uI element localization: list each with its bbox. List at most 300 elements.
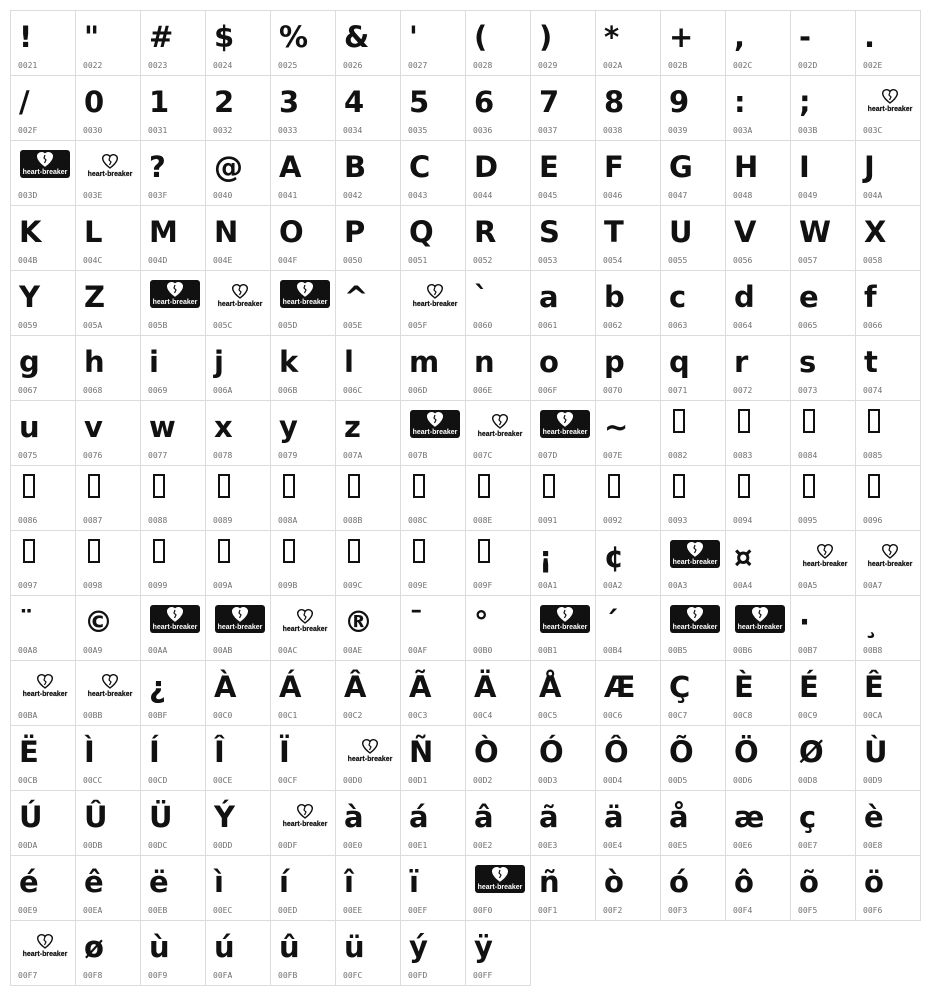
glyph-codepoint: 0049 [798, 191, 818, 200]
missing-glyph-box [543, 474, 555, 498]
glyph-cell [791, 661, 856, 726]
glyph-cell [76, 661, 141, 726]
glyph-codepoint: 00A1 [538, 581, 558, 590]
glyph-sample: x [214, 410, 233, 444]
glyph-cell [856, 596, 921, 661]
glyph-cell [76, 206, 141, 271]
glyph-codepoint: 00A7 [863, 581, 883, 590]
glyph-codepoint: 00E1 [408, 841, 428, 850]
glyph-codepoint: 00E9 [18, 906, 38, 915]
glyph-codepoint: 0069 [148, 386, 168, 395]
logo-text: heart-breaker [87, 171, 133, 178]
glyph-codepoint: 0052 [473, 256, 493, 265]
glyph-codepoint: 0078 [213, 451, 233, 460]
glyph-cell [336, 726, 401, 791]
glyph-codepoint: 00AB [213, 646, 233, 655]
glyph-cell [856, 141, 921, 206]
glyph-cell [76, 466, 141, 531]
glyph-codepoint: 0083 [733, 451, 753, 460]
glyph-codepoint: 0077 [148, 451, 168, 460]
glyph-codepoint: 005D [278, 321, 298, 330]
heart-breaker-logo-inverted [734, 604, 786, 634]
glyph-sample: $ [214, 20, 235, 54]
glyph-sample: + [669, 20, 694, 54]
glyph-cell [271, 856, 336, 921]
glyph-sample: e [799, 280, 819, 314]
glyph-cell [791, 531, 856, 596]
glyph-cell [856, 856, 921, 921]
missing-glyph-box [23, 474, 35, 498]
glyph-sample: " [84, 20, 100, 54]
glyph-codepoint: 0054 [603, 256, 623, 265]
glyph-codepoint: 0034 [343, 126, 363, 135]
glyph-codepoint: 0085 [863, 451, 883, 460]
glyph-cell [531, 661, 596, 726]
glyph-sample: ö [864, 865, 884, 899]
glyph-cell [141, 856, 206, 921]
glyph-codepoint: 004B [18, 256, 38, 265]
heart-breaker-logo [19, 931, 71, 961]
glyph-sample: ë [149, 865, 169, 899]
glyph-sample: ø [84, 930, 104, 964]
glyph-codepoint: 00C9 [798, 711, 818, 720]
glyph-cell [596, 466, 661, 531]
glyph-cell [726, 401, 791, 466]
glyph-codepoint: 00EB [148, 906, 168, 915]
glyph-cell [661, 531, 726, 596]
glyph-sample: Z [84, 280, 106, 314]
glyph-cell [596, 401, 661, 466]
glyph-codepoint: 00F0 [473, 906, 493, 915]
glyph-cell [596, 856, 661, 921]
heart-breaker-logo [799, 541, 851, 571]
glyph-codepoint: 005E [343, 321, 363, 330]
glyph-codepoint: 0098 [83, 581, 103, 590]
glyph-codepoint: 0046 [603, 191, 623, 200]
glyph-codepoint: 00A2 [603, 581, 623, 590]
glyph-cell [791, 401, 856, 466]
glyph-cell [336, 401, 401, 466]
glyph-sample: @ [214, 150, 243, 184]
glyph-codepoint: 00C2 [343, 711, 363, 720]
glyph-codepoint: 0053 [538, 256, 558, 265]
glyph-codepoint: 002A [603, 61, 623, 70]
glyph-codepoint: 009A [213, 581, 233, 590]
glyph-sample: 8 [604, 85, 625, 119]
glyph-cell [271, 921, 336, 986]
glyph-codepoint: 00FA [213, 971, 233, 980]
glyph-codepoint: 00C8 [733, 711, 753, 720]
glyph-cell [271, 141, 336, 206]
missing-glyph-box [868, 409, 880, 433]
logo-text: heart-breaker [477, 884, 523, 891]
logo-text: heart-breaker [672, 624, 718, 631]
glyph-sample: ® [344, 605, 373, 639]
glyph-sample: ¸ [864, 605, 879, 639]
glyph-codepoint: 0061 [538, 321, 558, 330]
glyph-cell [661, 11, 726, 76]
logo-text: heart-breaker [282, 821, 328, 828]
glyph-cell [206, 76, 271, 141]
heart-breaker-logo-inverted [669, 539, 721, 569]
glyph-codepoint: 00D3 [538, 776, 558, 785]
glyph-cell [726, 856, 791, 921]
glyph-cell [661, 401, 726, 466]
glyph-cell [596, 141, 661, 206]
glyph-cell [141, 271, 206, 336]
glyph-codepoint: 00C1 [278, 711, 298, 720]
logo-text: heart-breaker [412, 301, 458, 308]
glyph-sample: 1 [149, 85, 170, 119]
glyph-cell [401, 596, 466, 661]
glyph-codepoint: 003D [18, 191, 38, 200]
glyph-sample: ò [604, 865, 624, 899]
glyph-codepoint: 00B6 [733, 646, 753, 655]
glyph-cell [466, 206, 531, 271]
glyph-sample: ú [214, 930, 235, 964]
missing-glyph-box [478, 539, 490, 563]
missing-glyph-box [868, 474, 880, 498]
glyph-cell [76, 531, 141, 596]
glyph-codepoint: 0024 [213, 61, 233, 70]
glyph-cell [336, 596, 401, 661]
glyph-codepoint: 009C [343, 581, 363, 590]
missing-glyph-box [803, 474, 815, 498]
glyph-codepoint: 00FD [408, 971, 428, 980]
glyph-sample: j [214, 345, 224, 379]
glyph-codepoint: 0094 [733, 516, 753, 525]
glyph-sample: ? [149, 150, 166, 184]
glyph-sample: Û [84, 800, 108, 834]
glyph-cell [141, 11, 206, 76]
glyph-codepoint: 003A [733, 126, 753, 135]
glyph-codepoint: 00C3 [408, 711, 428, 720]
glyph-codepoint: 00E6 [733, 841, 753, 850]
glyph-cell [141, 596, 206, 661]
glyph-sample: l [344, 345, 354, 379]
heart-crack-icon [304, 807, 306, 815]
glyph-codepoint: 002E [863, 61, 883, 70]
glyph-sample: Ü [149, 800, 173, 834]
glyph-codepoint: 0056 [733, 256, 753, 265]
glyph-sample: à [344, 800, 364, 834]
glyph-codepoint: 009B [278, 581, 298, 590]
glyph-codepoint: 0028 [473, 61, 493, 70]
glyph-sample: - [799, 20, 812, 54]
glyph-cell [11, 11, 76, 76]
glyph-cell [726, 76, 791, 141]
glyph-codepoint: 00E5 [668, 841, 688, 850]
glyph-cell [336, 856, 401, 921]
glyph-codepoint: 00DB [83, 841, 103, 850]
glyph-codepoint: 0040 [213, 191, 233, 200]
glyph-cell [206, 11, 271, 76]
missing-glyph-box [283, 474, 295, 498]
glyph-sample: 9 [669, 85, 690, 119]
glyph-cell [791, 11, 856, 76]
glyph-cell [76, 791, 141, 856]
glyph-codepoint: 0096 [863, 516, 883, 525]
glyph-cell [791, 141, 856, 206]
glyph-cell [11, 206, 76, 271]
glyph-codepoint: 0042 [343, 191, 363, 200]
heart-breaker-logo [409, 281, 461, 311]
glyph-codepoint: 0063 [668, 321, 688, 330]
glyph-cell [791, 271, 856, 336]
glyph-codepoint: 00B7 [798, 646, 818, 655]
glyph-sample: ¢ [604, 540, 625, 574]
glyph-sample: ÿ [474, 930, 493, 964]
glyph-sample: ¤ [734, 540, 753, 574]
glyph-cell [856, 401, 921, 466]
glyph-cell [336, 466, 401, 531]
glyph-cell [596, 726, 661, 791]
glyph-cell [141, 531, 206, 596]
glyph-sample: C [409, 150, 431, 184]
glyph-cell [531, 401, 596, 466]
glyph-sample: r [734, 345, 749, 379]
glyph-cell [401, 11, 466, 76]
missing-glyph-box [283, 539, 295, 563]
glyph-codepoint: 00CD [148, 776, 168, 785]
glyph-cell [271, 206, 336, 271]
glyph-codepoint: 00AE [343, 646, 363, 655]
glyph-sample: Ç [669, 670, 691, 704]
glyph-cell [661, 726, 726, 791]
glyph-sample: d [734, 280, 755, 314]
glyph-cell [596, 791, 661, 856]
glyph-cell [76, 76, 141, 141]
glyph-codepoint: 007E [603, 451, 623, 460]
glyph-cell [661, 336, 726, 401]
glyph-sample: G [669, 150, 693, 184]
glyph-sample: Ê [864, 670, 884, 704]
glyph-codepoint: 006C [343, 386, 363, 395]
heart-crack-icon [44, 937, 46, 945]
glyph-sample: X [864, 215, 887, 249]
heart-breaker-logo [344, 736, 396, 766]
glyph-codepoint: 0039 [668, 126, 688, 135]
glyph-sample: Ò [474, 735, 499, 769]
glyph-cell [856, 271, 921, 336]
glyph-sample: t [864, 345, 878, 379]
glyph-codepoint: 0051 [408, 256, 428, 265]
glyph-codepoint: 007C [473, 451, 493, 460]
glyph-cell [531, 726, 596, 791]
missing-glyph-box [803, 409, 815, 433]
glyph-cell [271, 661, 336, 726]
glyph-codepoint: 0092 [603, 516, 623, 525]
glyph-sample: ° [474, 605, 489, 639]
glyph-cell [206, 791, 271, 856]
glyph-codepoint: 0079 [278, 451, 298, 460]
glyph-codepoint: 00BF [148, 711, 168, 720]
glyph-codepoint: 004A [863, 191, 883, 200]
glyph-cell [336, 206, 401, 271]
glyph-cell [206, 271, 271, 336]
glyph-sample: M [149, 215, 178, 249]
glyph-codepoint: 002B [668, 61, 688, 70]
glyph-cell [596, 336, 661, 401]
glyph-cell [661, 76, 726, 141]
glyph-codepoint: 002C [733, 61, 753, 70]
missing-glyph-box [348, 474, 360, 498]
glyph-cell [596, 531, 661, 596]
glyph-codepoint: 006B [278, 386, 298, 395]
logo-text: heart-breaker [282, 626, 328, 633]
glyph-cell [791, 856, 856, 921]
glyph-cell [466, 336, 531, 401]
glyph-codepoint: 00AA [148, 646, 168, 655]
glyph-sample: Ý [214, 800, 235, 834]
glyph-cell [76, 11, 141, 76]
glyph-sample: ¡ [539, 540, 553, 574]
glyph-cell [531, 76, 596, 141]
glyph-cell [336, 336, 401, 401]
glyph-cell [661, 141, 726, 206]
glyph-sample: / [19, 85, 30, 119]
glyph-sample: È [734, 670, 754, 704]
heart-breaker-logo-inverted [149, 604, 201, 634]
glyph-codepoint: 0062 [603, 321, 623, 330]
glyph-cell [206, 466, 271, 531]
glyph-sample: Ã [409, 670, 432, 704]
logo-text: heart-breaker [22, 951, 68, 958]
glyph-cell [336, 271, 401, 336]
glyph-sample: ¯ [409, 605, 424, 639]
glyph-codepoint: 0071 [668, 386, 688, 395]
glyph-cell [336, 531, 401, 596]
missing-glyph-box [413, 474, 425, 498]
glyph-cell [466, 726, 531, 791]
glyph-cell [466, 466, 531, 531]
glyph-cell [531, 856, 596, 921]
glyph-cell [271, 401, 336, 466]
heart-breaker-logo [474, 411, 526, 441]
glyph-cell [401, 206, 466, 271]
glyph-sample: ì [214, 865, 224, 899]
glyph-sample: ( [474, 20, 488, 54]
glyph-codepoint: 0043 [408, 191, 428, 200]
glyph-sample: á [409, 800, 429, 834]
heart-breaker-logo-inverted [279, 279, 331, 309]
glyph-codepoint: 0084 [798, 451, 818, 460]
glyph-cell [596, 271, 661, 336]
glyph-sample: © [84, 605, 113, 639]
glyph-cell [401, 401, 466, 466]
glyph-cell [206, 531, 271, 596]
glyph-cell [856, 531, 921, 596]
glyph-cell [791, 791, 856, 856]
glyph-sample: õ [799, 865, 819, 899]
glyph-sample: B [344, 150, 367, 184]
glyph-codepoint: 0099 [148, 581, 168, 590]
glyph-cell [11, 921, 76, 986]
glyph-codepoint: 00D1 [408, 776, 428, 785]
glyph-codepoint: 0041 [278, 191, 298, 200]
glyph-cell [401, 466, 466, 531]
glyph-codepoint: 00A5 [798, 581, 818, 590]
glyph-codepoint: 00B1 [538, 646, 558, 655]
heart-breaker-logo [864, 541, 916, 571]
glyph-sample: ' [409, 20, 418, 54]
missing-glyph-box [738, 474, 750, 498]
missing-glyph-box [608, 474, 620, 498]
glyph-codepoint: 008C [408, 516, 428, 525]
glyph-sample: Ó [539, 735, 564, 769]
logo-text: heart-breaker [22, 691, 68, 698]
logo-text: heart-breaker [152, 299, 198, 306]
glyph-cell [401, 726, 466, 791]
glyph-cell [206, 856, 271, 921]
glyph-codepoint: 0025 [278, 61, 298, 70]
glyph-sample: : [734, 85, 746, 119]
glyph-cell [11, 466, 76, 531]
glyph-codepoint: 005C [213, 321, 233, 330]
glyph-codepoint: 00D5 [668, 776, 688, 785]
glyph-codepoint: 00D9 [863, 776, 883, 785]
glyph-sample: # [149, 20, 174, 54]
glyph-codepoint: 0088 [148, 516, 168, 525]
glyph-sample: L [84, 215, 103, 249]
glyph-codepoint: 00DA [18, 841, 38, 850]
glyph-cell [791, 596, 856, 661]
glyph-cell [726, 11, 791, 76]
glyph-codepoint: 00BB [83, 711, 103, 720]
heart-breaker-logo-inverted [539, 409, 591, 439]
glyph-cell [856, 336, 921, 401]
glyph-codepoint: 003E [83, 191, 103, 200]
missing-glyph-box [673, 474, 685, 498]
glyph-sample: A [279, 150, 302, 184]
glyph-cell [531, 466, 596, 531]
heart-breaker-logo [214, 281, 266, 311]
heart-crack-icon [499, 417, 501, 425]
glyph-sample: 7 [539, 85, 560, 119]
glyph-sample: E [539, 150, 559, 184]
glyph-cell [596, 661, 661, 726]
glyph-codepoint: 0087 [83, 516, 103, 525]
logo-text: heart-breaker [347, 756, 393, 763]
glyph-codepoint: 0064 [733, 321, 753, 330]
glyph-cell [11, 661, 76, 726]
glyph-codepoint: 006A [213, 386, 233, 395]
glyph-sample: b [604, 280, 625, 314]
glyph-codepoint: 00CC [83, 776, 103, 785]
glyph-codepoint: 008A [278, 516, 298, 525]
glyph-sample: v [84, 410, 103, 444]
glyph-cell [856, 791, 921, 856]
glyph-sample: K [19, 215, 42, 249]
glyph-cell [336, 11, 401, 76]
logo-text: heart-breaker [672, 559, 718, 566]
glyph-cell [466, 661, 531, 726]
glyph-codepoint: 00C6 [603, 711, 623, 720]
glyph-codepoint: 0021 [18, 61, 38, 70]
glyph-codepoint: 0097 [18, 581, 38, 590]
glyph-codepoint: 0075 [18, 451, 38, 460]
logo-text: heart-breaker [802, 561, 848, 568]
glyph-codepoint: 00B8 [863, 646, 883, 655]
heart-breaker-logo [84, 151, 136, 181]
heart-crack-icon [109, 157, 111, 165]
glyph-cell [531, 596, 596, 661]
glyph-sample: ü [344, 930, 365, 964]
glyph-sample: Â [344, 670, 367, 704]
glyph-cell [791, 726, 856, 791]
glyph-codepoint: 00ED [278, 906, 298, 915]
glyph-grid [10, 10, 921, 986]
